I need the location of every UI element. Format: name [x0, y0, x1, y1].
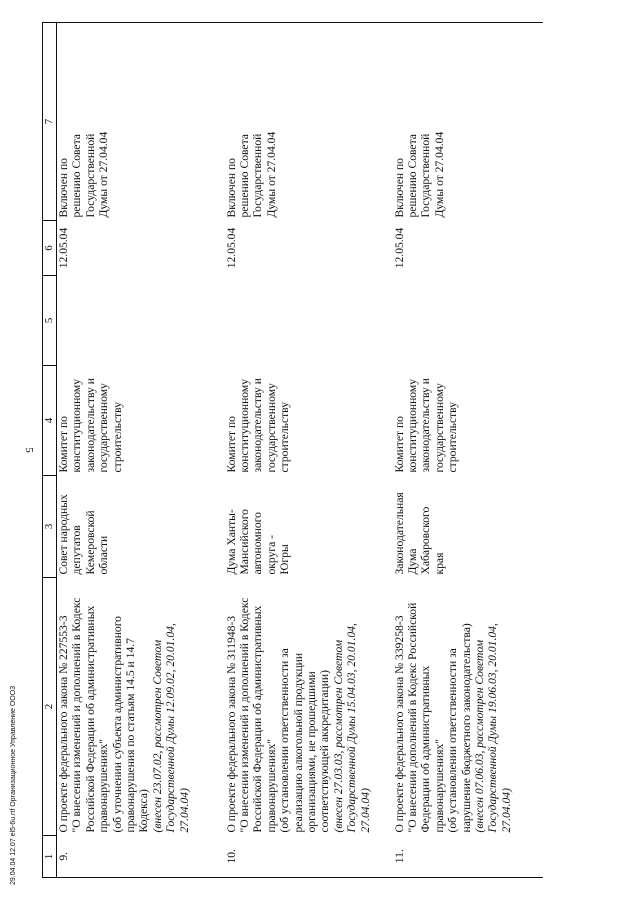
- text-line: конституционному: [237, 379, 251, 473]
- text-line: депутатов: [70, 525, 84, 575]
- row-number: 10.: [225, 836, 393, 878]
- text-line: Государственной: [83, 133, 97, 218]
- text-line: решению Совета: [70, 134, 84, 218]
- text-line: решению Совета: [237, 134, 251, 218]
- text-line: законодательству и: [419, 378, 433, 473]
- page-number: 5: [22, 447, 35, 453]
- text-line: правонарушения по статьям 14.5 и 14.7: [124, 638, 138, 833]
- review-date: 12.05.04: [224, 227, 238, 269]
- text-line: Государственной Думы 12.09.02, 20.01.04,: [164, 623, 178, 833]
- column-number-row: [43, 23, 57, 878]
- column-5-cell: [57, 276, 225, 366]
- responsible-committee: [393, 366, 543, 476]
- text-line: О проекте федерального закона № 311948-3: [224, 615, 238, 833]
- bill-title: [393, 578, 543, 836]
- responsible-committee: [225, 366, 393, 476]
- text-line: 27.04.04): [499, 788, 513, 833]
- text-line: автономного округа -: [251, 512, 278, 575]
- text-line: Государственной Думы 15.04.03, 20.01.04,: [345, 623, 359, 833]
- text-line: правонарушениях": [97, 739, 111, 833]
- bill-title: [57, 578, 225, 836]
- bill-author: [57, 476, 225, 578]
- text-line: О проекте федерального закона № 339258-3: [392, 615, 406, 833]
- table-row: [225, 23, 393, 878]
- text-line: "О внесении изменений и дополнений в Кодекс: [237, 597, 251, 833]
- column-5-cell: [393, 276, 543, 366]
- text-line: Кемеровской области: [83, 510, 111, 575]
- text-line: Думы от 27.04.04: [97, 131, 111, 218]
- text-line: О проекте федерального закона № 227553-3: [57, 615, 70, 833]
- text-line: Российской Федерации об административных: [83, 605, 97, 833]
- text-line: Дума Ханты-: [224, 509, 238, 575]
- text-line: Думы от 27.04.04: [264, 131, 278, 218]
- text-line: реализацию алкогольной продукции: [291, 652, 305, 833]
- text-line: Федерации об административных: [419, 665, 433, 833]
- text-line: Комитет по: [57, 416, 70, 473]
- table-row: [393, 23, 543, 878]
- review-date: 12.05.04: [392, 227, 406, 269]
- row-number: 9.: [57, 836, 225, 878]
- text-line: государственному: [432, 383, 446, 473]
- text-line: Думы от 27.04.04: [432, 131, 446, 218]
- table-row: [57, 23, 225, 878]
- text-line: законодательству и: [83, 378, 97, 473]
- text-line: (об уточнении субъекта административного: [110, 616, 124, 833]
- text-line: (внесен 07.06.03, рассмотрен Советом: [472, 639, 486, 833]
- text-line: строительству: [446, 401, 460, 473]
- text-line: строительству: [110, 401, 124, 473]
- text-line: Государственной Думы 19.06.03, 20.01.04,: [486, 623, 500, 833]
- text-line: 27.04.04): [358, 788, 372, 833]
- text-line: конституционному: [405, 379, 419, 473]
- column-header: 6: [43, 221, 57, 276]
- text-line: конституционному: [70, 379, 84, 473]
- text-line: Законодательная: [392, 492, 406, 575]
- text-line: края: [432, 552, 446, 575]
- text-line: организациями, не прошедшими: [304, 671, 318, 833]
- footer-text: 29.04.04 12.07 el5-6u.rtf Организационное Управление ООО3: [10, 685, 17, 885]
- text-line: (об установлении ответственности за: [278, 648, 292, 833]
- text-line: Дума Хабаровского: [405, 506, 433, 575]
- text-line: правонарушениях": [432, 739, 446, 833]
- text-line: Комитет по: [224, 416, 238, 473]
- text-line: Государственной: [251, 133, 265, 218]
- text-line: правонарушениях": [264, 739, 278, 833]
- text-line: "О внесении изменений и дополнений в Кодекс: [70, 597, 84, 833]
- text-line: государственному: [264, 383, 278, 473]
- text-line: Югры: [278, 544, 292, 575]
- text-line: Включен по: [224, 158, 238, 218]
- responsible-committee: [57, 366, 225, 476]
- text-line: Российской Федерации об административных: [251, 605, 265, 833]
- text-line: Включен по: [392, 158, 406, 218]
- text-line: Государственной: [419, 133, 433, 218]
- text-line: (внесен 27.03.03, рассмотрен Советом: [331, 639, 345, 833]
- review-date: 12.05.04: [57, 227, 70, 269]
- row-number: 11.: [393, 836, 543, 878]
- text-line: (внесен 23.07.02, рассмотрен Советом: [150, 639, 164, 833]
- bill-author: [393, 476, 543, 578]
- column-header: 3: [43, 476, 57, 578]
- text-line: Кодекса): [137, 789, 151, 833]
- bill-title: [225, 578, 393, 836]
- note: [57, 23, 225, 221]
- note: [393, 23, 543, 221]
- text-line: Мансийского: [237, 509, 251, 575]
- text-line: государственному: [97, 383, 111, 473]
- text-line: строительству: [278, 401, 292, 473]
- text-line: законодательству и: [251, 378, 265, 473]
- text-line: "О внесении дополнений в Кодекс Российской: [405, 602, 419, 833]
- text-line: (об установлении ответственности за: [446, 648, 460, 833]
- column-header: 4: [43, 366, 57, 476]
- bills-table: [42, 22, 543, 878]
- document-table-rotated: [42, 23, 632, 878]
- column-header: 5: [43, 276, 57, 366]
- text-line: Совет народных: [57, 494, 70, 575]
- text-line: соответствующей аккредитации): [318, 670, 332, 833]
- text-line: 27.04.04): [177, 788, 191, 833]
- column-5-cell: [225, 276, 393, 366]
- bill-author: [225, 476, 393, 578]
- text-line: Комитет по: [392, 416, 406, 473]
- text-line: нарушение бюджетного законодательства): [459, 623, 473, 833]
- column-header: 2: [43, 578, 57, 836]
- text-line: решению Совета: [405, 134, 419, 218]
- text-line: Включен по: [57, 158, 70, 218]
- note: [225, 23, 393, 221]
- column-header: 1: [43, 836, 57, 878]
- column-header: 7: [43, 23, 57, 221]
